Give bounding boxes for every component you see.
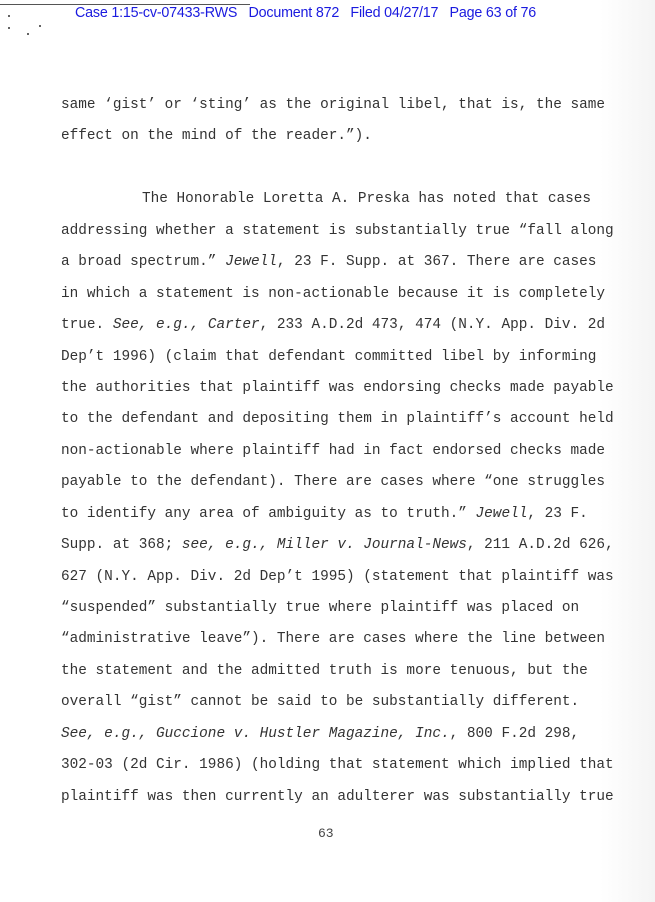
body-text: to identify any area of ambiguity as to truth.” [61, 505, 476, 522]
body-text: , 233 A.D.2d 473, 474 (N.Y. App. Div. 2d [259, 317, 606, 334]
scan-speck [27, 33, 29, 35]
text-line [61, 342, 614, 373]
body-text: a broad spectrum.” [61, 254, 226, 271]
case-header: Case 1:15-cv-07433-RWS Document 872 Filed 04/27/17 Page 63 of 76 [75, 5, 536, 21]
text-line [61, 750, 614, 781]
text-line [61, 436, 614, 467]
text-line [61, 656, 614, 687]
body-text: same ‘gist’ or ‘sting’ as the original libel, that is, the same [61, 97, 606, 113]
text-line [61, 530, 614, 561]
body-text: overall “gist” cannot be said to be substantially different. [61, 694, 580, 711]
text-line [61, 687, 614, 718]
text-line [61, 499, 614, 530]
text-line [61, 247, 614, 278]
scan-speck [8, 15, 10, 17]
body-text: effect on the mind of the reader.”). [61, 128, 372, 145]
scan-speck [8, 27, 10, 29]
body-text: 302-03 (2d Cir. 1986) (holding that statement which implied that [61, 757, 614, 774]
text-line [61, 373, 614, 404]
citation-text: See, e.g., Carter [112, 317, 260, 334]
text-line [61, 310, 614, 341]
body-text: the statement and the admitted truth is more tenuous, but the [61, 662, 588, 679]
body-text: , 23 F. [527, 505, 588, 522]
body-text: addressing whether a statement is substantially true “fall along [61, 222, 614, 239]
body-text: Dep’t 1996) (claim that defendant committed libel by informing [61, 348, 597, 365]
citation-text: Jewell [475, 505, 528, 522]
text-line [61, 624, 614, 655]
body-text: Supp. at 368; [61, 537, 182, 554]
text-line [61, 184, 614, 215]
text-line [61, 719, 614, 750]
body-text: the authorities that plaintiff was endorsing checks made payable [61, 379, 614, 396]
text-line [61, 782, 614, 813]
body-text: “suspended” substantially true where plaintiff was placed on [61, 600, 580, 616]
text-line [61, 216, 614, 247]
text-line [61, 467, 614, 498]
body-text: in which a statement is non-actionable because it is completely [61, 285, 606, 302]
body-text: , 211 A.D.2d 626, [466, 537, 614, 554]
body-text: true. [61, 317, 113, 334]
citation-text: Jewell [225, 254, 277, 271]
text-line [61, 562, 614, 593]
scan-speck [39, 25, 41, 27]
body-text: The Honorable Loretta A. Preska has noted that cases [142, 191, 592, 208]
body-text: payable to the defendant). There are cases where “one struggles [61, 474, 606, 491]
text-line [61, 90, 614, 121]
text-line [61, 404, 614, 435]
text-line [61, 593, 614, 624]
paragraph-gap [61, 153, 614, 184]
citation-text: See, e.g., Guccione v. Hustler Magazine, Inc. [61, 725, 450, 742]
body-text: to the defendant and depositing them in plaintiff’s account held [61, 411, 614, 428]
citation-text: see, e.g., Miller v. Journal-News [181, 537, 467, 554]
body-text: , 800 F.2d 298, [449, 725, 580, 742]
body-text: , 23 F. Supp. at 367. There are cases [276, 254, 597, 271]
body-text: 627 (N.Y. App. Div. 2d Dep’t 1995) (statement that plaintiff was [61, 568, 614, 585]
body-text: plaintiff was then currently an adulterer was substantially true [61, 788, 614, 805]
document-body [61, 90, 614, 813]
text-line [61, 121, 614, 152]
body-text: “administrative leave”). There are cases where the line between [61, 631, 606, 648]
body-text: non-actionable where plaintiff had in fact endorsed checks made [61, 442, 606, 459]
page-number: 63 [318, 826, 334, 841]
text-line [61, 279, 614, 310]
